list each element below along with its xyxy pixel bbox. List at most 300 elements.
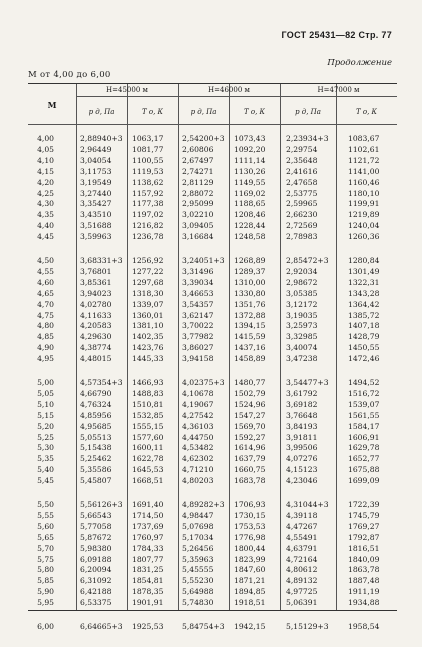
pressure-value: 5,35963 (182, 554, 214, 564)
pressure-value: 4,76324 (80, 399, 112, 409)
pressure-value: 5,25462 (80, 454, 112, 464)
temperature-value: 1753,53 (234, 521, 266, 531)
temperature-value: 1268,89 (234, 256, 266, 265)
pressure-value: 5,56126+3 (80, 500, 123, 509)
pressure-value: 4,31044+3 (286, 500, 329, 509)
pressure-value: 4,15123 (286, 465, 318, 475)
pressure-value: 3,70022 (182, 321, 214, 331)
temperature-value: 1466,93 (132, 378, 164, 387)
pressure-value: 5,84754+3 (182, 622, 225, 631)
temperature-value: 1141,00 (348, 166, 380, 176)
pressure-value: 3,94023 (80, 288, 112, 298)
pressure-value: 3,31496 (182, 266, 214, 276)
temperature-value: 1629,78 (348, 443, 380, 453)
temperature-value: 1854,81 (132, 576, 164, 586)
pressure-value: 4,98447 (182, 510, 214, 520)
mach-value: 4,40 (37, 221, 54, 231)
temperature-value: 1343,28 (348, 288, 380, 298)
mach-value: 4,30 (37, 199, 54, 209)
temperature-value: 1722,39 (348, 500, 380, 509)
pressure-value: 2,72569 (286, 221, 318, 231)
mach-value: 4,05 (37, 144, 54, 154)
temperature-value: 1228,44 (234, 221, 266, 231)
temperature-value: 1769,27 (348, 521, 380, 531)
temperature-value: 1458,89 (234, 354, 266, 364)
temperature-value: 1488,83 (132, 388, 164, 398)
temperature-value: 1660,75 (234, 465, 266, 475)
mach-value: 5,65 (37, 532, 54, 542)
temperature-value: 1318,30 (132, 288, 164, 298)
group-header-45000: H=45000 м (106, 86, 148, 94)
pressure-value: 2,23934+3 (286, 134, 329, 143)
pressure-value: 4,19067 (182, 399, 214, 409)
mach-value: 5,80 (37, 565, 54, 575)
mach-value: 5,15 (37, 410, 54, 420)
temperature-value: 1157,92 (132, 188, 164, 198)
temperature-value: 1208,46 (234, 210, 266, 220)
temperature-value: 1428,79 (348, 332, 380, 342)
temperature-value: 1745,79 (348, 510, 380, 520)
pressure-value: 2,85472+3 (286, 256, 329, 265)
pressure-value: 2,95099 (182, 199, 214, 209)
pressure-value: 4,53482 (182, 443, 214, 453)
pressure-value: 5,66543 (80, 510, 112, 520)
pressure-value: 3,51688 (80, 221, 112, 231)
temperature-value: 1111,14 (234, 155, 266, 165)
pressure-value: 3,54477+3 (286, 378, 329, 387)
pressure-value: 6,09188 (80, 554, 112, 564)
temperature-value: 1073,43 (234, 134, 266, 143)
temperature-value: 1423,76 (132, 343, 164, 353)
temperature-value: 1310,00 (234, 277, 266, 287)
temperature-value: 1381,10 (132, 321, 164, 331)
temperature-value: 1360,01 (132, 310, 164, 320)
temperature-value: 1925,53 (132, 622, 164, 631)
pressure-value: 4,29630 (80, 332, 112, 342)
temperature-value: 1437,16 (234, 343, 266, 353)
range-label: M от 4,00 до 6,00 (28, 70, 111, 80)
pressure-value: 4,85956 (80, 410, 112, 420)
mach-value: 4,20 (37, 177, 54, 187)
pressure-value: 5,15438 (80, 443, 112, 453)
temperature-value: 1516,72 (348, 388, 380, 398)
mach-value: 5,70 (37, 543, 54, 553)
temperature-value: 1539,07 (348, 399, 380, 409)
pressure-value: 3,32985 (286, 332, 318, 342)
pressure-value: 3,84193 (286, 421, 318, 431)
pressure-value: 3,77982 (182, 332, 214, 342)
temperature-value: 1083,67 (348, 134, 380, 143)
temperature-value: 1121,72 (348, 155, 380, 165)
temperature-value: 1119,53 (132, 166, 164, 176)
pressure-value: 5,45807 (80, 476, 112, 486)
temperature-value: 1297,68 (132, 277, 164, 287)
mach-value: 4,70 (37, 299, 54, 309)
mach-value: 5,85 (37, 576, 54, 586)
temperature-value: 1138,62 (132, 177, 164, 187)
temperature-value: 1130,26 (234, 166, 266, 176)
pressure-header: p д, Па (190, 108, 217, 116)
mach-value: 4,85 (37, 332, 54, 342)
mach-value: 4,55 (37, 266, 54, 276)
continuation-label: Продолжение (327, 58, 392, 68)
temperature-value: 1934,88 (348, 598, 380, 608)
temperature-value: 1668,51 (132, 476, 164, 486)
pressure-value: 3,46653 (182, 288, 214, 298)
pressure-value: 4,47267 (286, 521, 318, 531)
temperature-value: 1502,79 (234, 388, 266, 398)
temperature-value: 1330,80 (234, 288, 266, 298)
temperature-value: 1280,84 (348, 256, 380, 265)
temperature-value: 1776,98 (234, 532, 266, 542)
group-header-46000: H=46000 м (208, 86, 250, 94)
pressure-value: 5,98380 (80, 543, 112, 553)
pressure-value: 3,40074 (286, 343, 318, 353)
pressure-value: 2,29754 (286, 144, 318, 154)
temperature-value: 1092,20 (234, 144, 266, 154)
pressure-value: 3,94158 (182, 354, 214, 364)
temperature-value: 1149,55 (234, 177, 266, 187)
pressure-value: 2,92034 (286, 266, 318, 276)
temperature-value: 1691,40 (132, 500, 164, 509)
mach-value: 5,60 (37, 521, 54, 531)
temperature-value: 1480,77 (234, 378, 266, 387)
temperature-value: 1807,77 (132, 554, 164, 564)
temperature-value: 1847,60 (234, 565, 266, 575)
pressure-value: 3,54357 (182, 299, 214, 309)
pressure-value: 3,61792 (286, 388, 318, 398)
pressure-value: 2,88072 (182, 188, 214, 198)
pressure-value: 3,86027 (182, 343, 214, 353)
temperature-value: 1197,02 (132, 210, 164, 220)
pressure-value: 5,15129+3 (286, 622, 329, 631)
pressure-value: 4,57354+3 (80, 378, 123, 387)
pressure-value: 4,10678 (182, 388, 214, 398)
m-column-header: M (47, 100, 57, 110)
temperature-value: 1188,65 (234, 199, 266, 209)
temperature-value: 1177,38 (132, 199, 164, 209)
temperature-value: 1730,15 (234, 510, 266, 520)
mach-value: 5,40 (37, 465, 54, 475)
mach-value: 4,75 (37, 310, 54, 320)
temperature-header: T о, К (356, 108, 377, 116)
temperature-value: 1339,07 (132, 299, 164, 309)
temperature-value: 1494,52 (348, 378, 380, 387)
header-group-divider (76, 96, 397, 97)
header-bottom-rule (28, 124, 397, 125)
temperature-value: 1816,51 (348, 543, 380, 553)
mach-value: 4,80 (37, 321, 54, 331)
pressure-value: 4,97725 (286, 587, 318, 597)
temperature-value: 1606,91 (348, 432, 380, 442)
pressure-value: 4,89132 (286, 576, 318, 586)
pressure-value: 2,60806 (182, 144, 214, 154)
temperature-value: 1081,77 (132, 144, 164, 154)
temperature-value: 1180,10 (348, 188, 380, 198)
temperature-value: 1199,91 (348, 199, 380, 209)
temperature-value: 1706,93 (234, 500, 266, 509)
column-divider (336, 84, 337, 610)
pressure-value: 3,12172 (286, 299, 318, 309)
pressure-value: 4,63791 (286, 543, 318, 553)
mach-value: 5,75 (37, 554, 54, 564)
pressure-value: 3,68331+3 (80, 256, 123, 265)
pressure-value: 3,99506 (286, 443, 318, 453)
temperature-value: 1322,31 (348, 277, 380, 287)
temperature-value: 1645,53 (132, 465, 164, 475)
temperature-value: 1614,96 (234, 443, 266, 453)
pressure-value: 2,78983 (286, 232, 318, 242)
pressure-value: 3,19549 (80, 177, 112, 187)
pressure-value: 4,62302 (182, 454, 214, 464)
pressure-value: 5,26456 (182, 543, 214, 553)
temperature-value: 1547,27 (234, 410, 266, 420)
mach-value: 4,10 (37, 155, 54, 165)
pressure-value: 4,27542 (182, 410, 214, 420)
pressure-value: 5,55230 (182, 576, 214, 586)
temperature-value: 1351,76 (234, 299, 266, 309)
pressure-value: 3,24051+3 (182, 256, 225, 265)
pressure-value: 2,53775 (286, 188, 318, 198)
pressure-value: 4,80612 (286, 565, 318, 575)
pressure-value: 2,81129 (182, 177, 214, 187)
temperature-value: 1472,46 (348, 354, 380, 364)
pressure-value: 4,07276 (286, 454, 318, 464)
group-header-47000: H=47000 м (317, 86, 360, 94)
temperature-value: 1532,85 (132, 410, 164, 420)
temperature-value: 1737,69 (132, 521, 164, 531)
column-divider (280, 84, 281, 610)
pressure-value: 3,47238 (286, 354, 318, 364)
pressure-value: 3,76648 (286, 410, 318, 420)
pressure-value: 4,71210 (182, 465, 214, 475)
pressure-value: 2,98672 (286, 277, 318, 287)
temperature-value: 1260,36 (348, 232, 380, 242)
mach-value: 5,10 (37, 399, 54, 409)
temperature-header: T о, К (142, 108, 163, 116)
temperature-value: 1699,09 (348, 476, 380, 486)
temperature-value: 1160,46 (348, 177, 380, 187)
pressure-value: 4,02375+3 (182, 378, 225, 387)
pressure-value: 4,02780 (80, 299, 112, 309)
temperature-value: 1169,02 (234, 188, 266, 198)
pressure-value: 3,27440 (80, 188, 112, 198)
temperature-value: 1561,55 (348, 410, 380, 420)
pressure-value: 4,66790 (80, 388, 112, 398)
pressure-value: 2,74271 (182, 166, 214, 176)
mach-value: 5,30 (37, 443, 54, 453)
pressure-value: 3,43510 (80, 210, 112, 220)
temperature-value: 1792,87 (348, 532, 380, 542)
data-table (28, 83, 397, 631)
pressure-value: 3,25973 (286, 321, 318, 331)
pressure-value: 6,64665+3 (80, 622, 123, 631)
mach-value: 6,00 (37, 622, 54, 631)
mach-value: 5,90 (37, 587, 54, 597)
pressure-value: 5,87672 (80, 532, 112, 542)
pressure-value: 4,20583 (80, 321, 112, 331)
pressure-value: 3,19035 (286, 310, 318, 320)
temperature-value: 1577,60 (132, 432, 164, 442)
pressure-value: 3,69182 (286, 399, 318, 409)
pressure-value: 4,11633 (80, 310, 112, 320)
temperature-value: 1958,54 (348, 622, 380, 631)
mach-value: 5,20 (37, 421, 54, 431)
pressure-value: 2,59965 (286, 199, 318, 209)
pressure-value: 6,31092 (80, 576, 112, 586)
mach-value: 4,15 (37, 166, 54, 176)
pressure-value: 3,62147 (182, 310, 214, 320)
pressure-value: 2,88940+3 (80, 134, 123, 143)
temperature-value: 1622,78 (132, 454, 164, 464)
pressure-value: 2,35648 (286, 155, 318, 165)
temperature-value: 1240,04 (348, 221, 380, 231)
pressure-value: 3,85361 (80, 277, 112, 287)
temperature-value: 1592,27 (234, 432, 266, 442)
pressure-value: 5,77058 (80, 521, 112, 531)
pressure-value: 4,39118 (286, 510, 318, 520)
temperature-value: 1372,88 (234, 310, 266, 320)
mach-value: 5,45 (37, 476, 54, 486)
pressure-value: 6,20094 (80, 565, 112, 575)
temperature-value: 1887,48 (348, 576, 380, 586)
pressure-value: 5,05513 (80, 432, 112, 442)
temperature-value: 1894,85 (234, 587, 266, 597)
temperature-value: 1256,92 (132, 256, 164, 265)
temperature-value: 1675,88 (348, 465, 380, 475)
temperature-value: 1510,81 (132, 399, 164, 409)
temperature-value: 1450,55 (348, 343, 380, 353)
temperature-value: 1911,19 (348, 587, 380, 597)
pressure-value: 2,66230 (286, 210, 318, 220)
mach-value: 5,25 (37, 432, 54, 442)
pressure-value: 5,74830 (182, 598, 214, 608)
pressure-value: 4,80203 (182, 476, 214, 486)
pressure-value: 6,42188 (80, 587, 112, 597)
pressure-value: 4,72164 (286, 554, 318, 564)
mach-value: 5,50 (37, 500, 54, 509)
mach-value: 4,65 (37, 288, 54, 298)
mach-value: 4,95 (37, 354, 54, 364)
pressure-value: 3,35427 (80, 199, 112, 209)
pressure-value: 5,35586 (80, 465, 112, 475)
temperature-value: 1415,59 (234, 332, 266, 342)
pressure-value: 3,11753 (80, 166, 112, 176)
temperature-value: 1871,21 (234, 576, 266, 586)
pressure-header: p д, Па (295, 108, 321, 116)
pressure-value: 3,05385 (286, 288, 318, 298)
column-divider (127, 84, 128, 610)
pressure-value: 2,54200+3 (182, 134, 225, 143)
pressure-value: 6,53375 (80, 598, 112, 608)
pressure-value: 3,91811 (286, 432, 318, 442)
pressure-value: 2,41616 (286, 166, 318, 176)
temperature-value: 1100,55 (132, 155, 164, 165)
mach-value: 4,45 (37, 232, 54, 242)
pressure-value: 4,36103 (182, 421, 214, 431)
temperature-value: 1863,78 (348, 565, 380, 575)
temperature-value: 1385,72 (348, 310, 380, 320)
mach-value: 4,90 (37, 343, 54, 353)
mach-value: 5,00 (37, 378, 54, 387)
mach-value: 5,55 (37, 510, 54, 520)
temperature-value: 1216,82 (132, 221, 164, 231)
temperature-value: 1364,42 (348, 299, 380, 309)
pressure-value: 2,67497 (182, 155, 214, 165)
mach-value: 4,35 (37, 210, 54, 220)
pressure-value: 5,45555 (182, 565, 214, 575)
column-divider (178, 84, 179, 610)
temperature-value: 1277,22 (132, 266, 164, 276)
pressure-value: 3,04054 (80, 155, 112, 165)
mach-value: 4,60 (37, 277, 54, 287)
temperature-value: 1878,35 (132, 587, 164, 597)
temperature-value: 1555,15 (132, 421, 164, 431)
temperature-value: 1584,17 (348, 421, 380, 431)
temperature-value: 1683,78 (234, 476, 266, 486)
temperature-value: 1524,96 (234, 399, 266, 409)
pressure-value: 3,76801 (80, 266, 112, 276)
temperature-value: 1942,15 (234, 622, 266, 631)
pressure-value: 4,89282+3 (182, 500, 225, 509)
temperature-value: 1652,77 (348, 454, 380, 464)
pressure-value: 4,44750 (182, 432, 214, 442)
temperature-value: 1901,91 (132, 598, 164, 608)
mach-value: 5,95 (37, 598, 54, 608)
pressure-value: 4,55491 (286, 532, 318, 542)
mach-value: 5,05 (37, 388, 54, 398)
pressure-value: 4,48015 (80, 354, 112, 364)
temperature-value: 1402,35 (132, 332, 164, 342)
temperature-value: 1637,79 (234, 454, 266, 464)
temperature-value: 1918,51 (234, 598, 266, 608)
pressure-header: p д, Па (88, 108, 115, 116)
column-divider (229, 84, 230, 610)
column-divider (76, 84, 77, 610)
temperature-value: 1569,70 (234, 421, 266, 431)
temperature-header: T о, К (244, 108, 265, 116)
temperature-value: 1063,17 (132, 134, 164, 143)
pressure-value: 4,95685 (80, 421, 112, 431)
temperature-value: 1102,61 (348, 144, 380, 154)
pressure-value: 4,23046 (286, 476, 318, 486)
pressure-value: 2,47658 (286, 177, 318, 187)
temperature-value: 1714,50 (132, 510, 164, 520)
temperature-value: 1823,99 (234, 554, 266, 564)
temperature-value: 1248,58 (234, 232, 266, 242)
pressure-value: 3,02210 (182, 210, 214, 220)
temperature-value: 1840,09 (348, 554, 380, 564)
pressure-value: 3,16684 (182, 232, 214, 242)
temperature-value: 1831,25 (132, 565, 164, 575)
temperature-value: 1394,15 (234, 321, 266, 331)
temperature-value: 1445,33 (132, 354, 164, 364)
temperature-value: 1600,11 (132, 443, 164, 453)
temperature-value: 1219,89 (348, 210, 380, 220)
temperature-value: 1289,37 (234, 266, 266, 276)
pressure-value: 5,07698 (182, 521, 214, 531)
temperature-value: 1236,78 (132, 232, 164, 242)
temperature-value: 1784,33 (132, 543, 164, 553)
temperature-value: 1407,18 (348, 321, 380, 331)
pressure-value: 3,09405 (182, 221, 214, 231)
mach-value: 4,50 (37, 256, 54, 265)
pressure-value: 5,17034 (182, 532, 214, 542)
temperature-value: 1760,97 (132, 532, 164, 542)
pressure-value: 5,06391 (286, 598, 318, 608)
mach-value: 4,00 (37, 134, 54, 143)
pressure-value: 4,38774 (80, 343, 112, 353)
